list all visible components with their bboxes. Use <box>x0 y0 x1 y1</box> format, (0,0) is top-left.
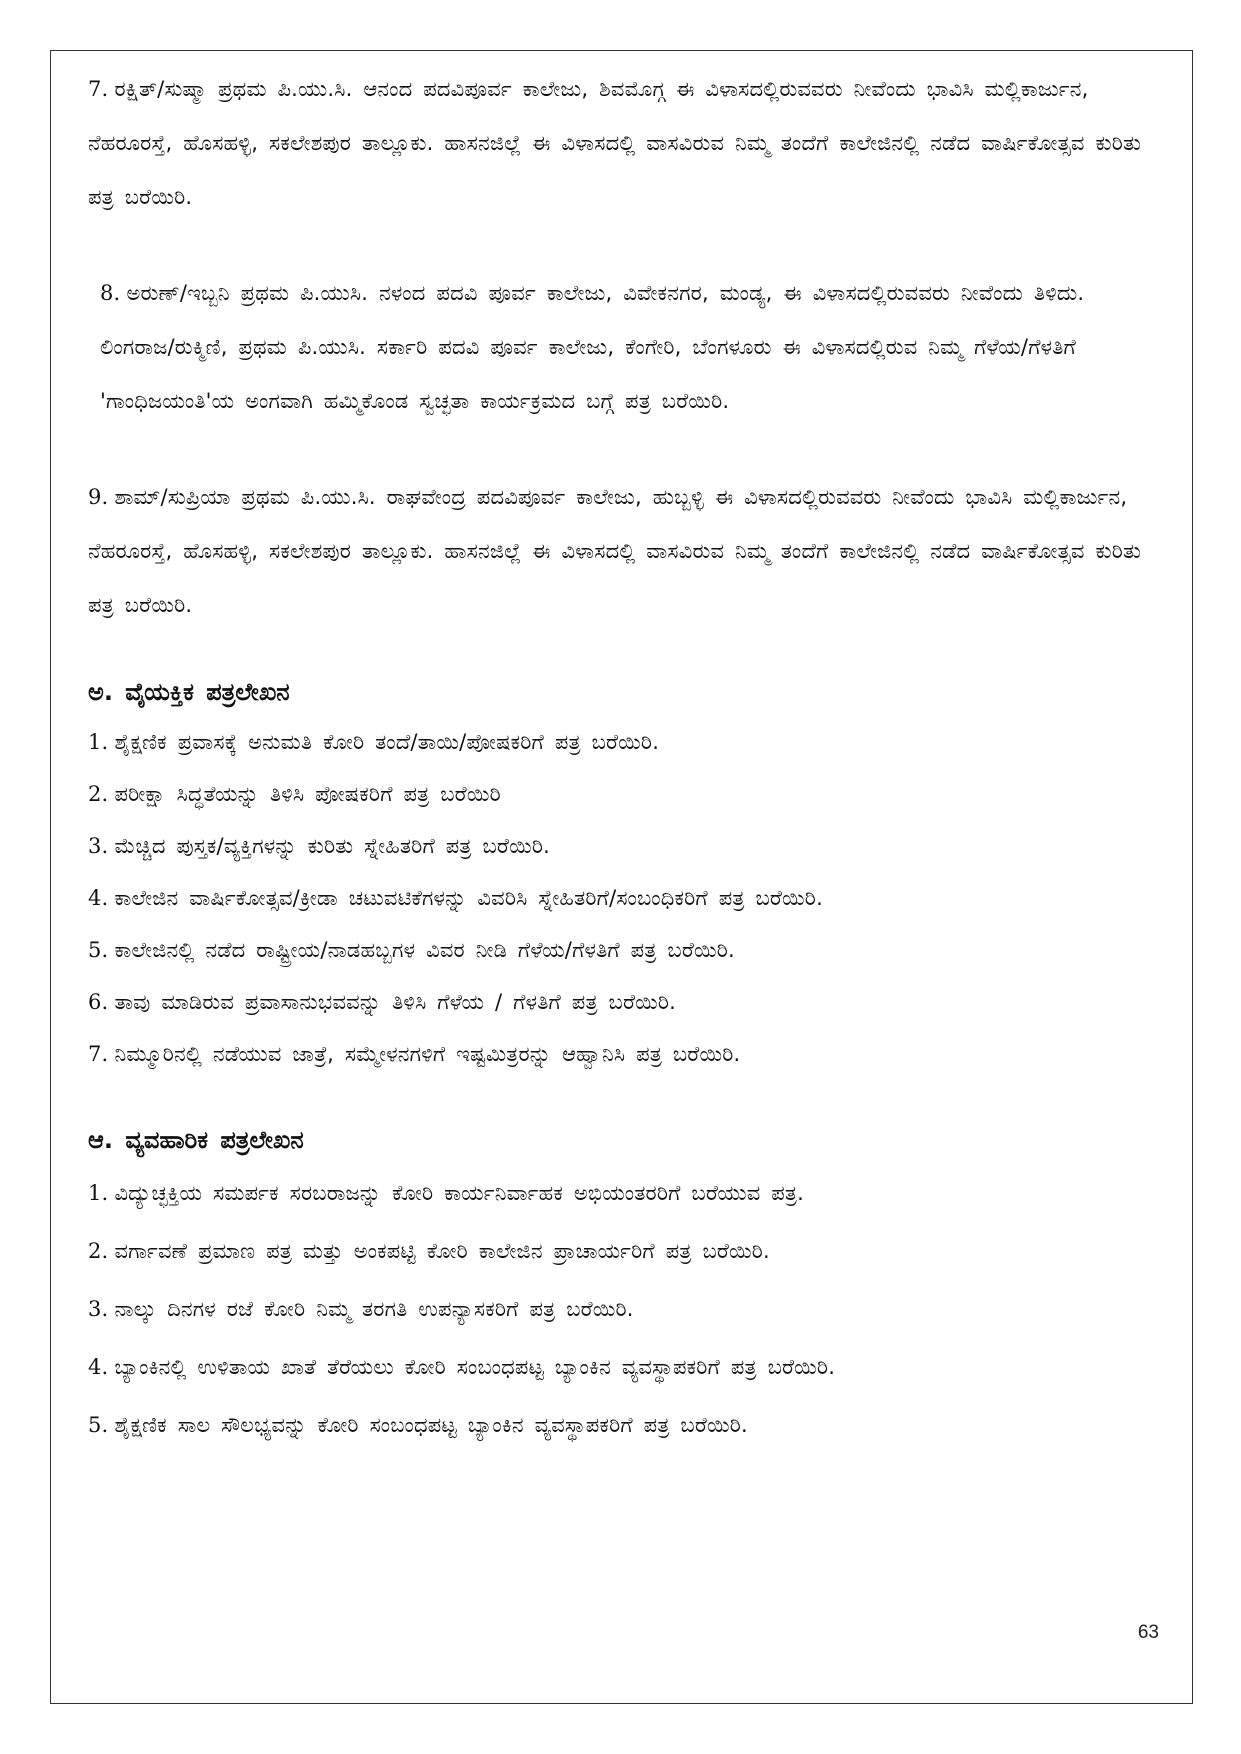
section-b-list <box>88 1164 1158 1454</box>
item-text: ವರ್ಗಾವಣೆ ಪ್ರಮಾಣ ಪತ್ರ ಮತ್ತು ಅಂಕಪಟ್ಟಿ ಕೋರಿ ಕಾಲೇಜಿನ ಪ್ರಾಚಾರ್ಯರಿಗೆ ಪತ್ರ ಬರೆಯಿರಿ. <box>114 1239 770 1263</box>
item-number: 4. <box>88 886 109 910</box>
question-text: ರಕ್ಷಿತ್/ಸುಷ್ಮಾ ಪ್ರಥಮ ಪಿ.ಯು.ಸಿ. ಆನಂದ ಪದವಿಪೂರ್ವ ಕಾಲೇಜು, ಶಿವಮೊಗ್ಗ ಈ ವಿಳಾಸದಲ್ಲಿರುವವರು ನೀವೆಂದು ಭಾವಿಸಿ ಮಲ್ಲಿಕಾರ್ಜುನ, ನೆಹರೂರಸ್ತೆ, ಹೊಸಹಳ್ಳಿ, ಸಕಲೇಶಪುರ ತಾಲ್ಲೂಕು. ಹಾಸನಜಿಲ್ಲೆ ಈ ವಿಳಾಸದಲ್ಲಿ ವಾಸವಿರುವ ನಿಮ್ಮ ತಂದೆಗೆ ಕಾಲೇಜಿನಲ್ಲಿ ನಡೆದ ವಾರ್ಷಿಕೋತ್ಸವ ಕುರಿತು ಪತ್ರ ಬರೆಯಿರಿ. <box>88 77 1142 209</box>
list-item <box>88 716 1158 768</box>
list-item <box>88 1280 1158 1338</box>
item-number: 5. <box>88 938 109 962</box>
question-number: 8. <box>100 281 121 305</box>
list-item <box>88 872 1158 924</box>
item-text: ಪರೀಕ್ಷಾ ಸಿದ್ಧತೆಯನ್ನು ತಿಳಿಸಿ ಪೋಷಕರಿಗೆ ಪತ್ರ ಬರೆಯಿರಿ <box>114 782 501 806</box>
question-text: ಅರುಣ್/ಇಬ್ಬನಿ ಪ್ರಥಮ ಪಿ.ಯುಸಿ. ನಳಂದ ಪದವಿ ಪೂರ್ವ ಕಾಲೇಜು, ವಿವೇಕನಗರ, ಮಂಡ್ಯ, ಈ ವಿಳಾಸದಲ್ಲಿರುವವರು ನೀವೆಂದು ತಿಳಿದು. ಲಿಂಗರಾಜ/ರುಕ್ಮಿಣಿ, ಪ್ರಥಮ ಪಿ.ಯುಸಿ. ಸರ್ಕಾರಿ ಪದವಿ ಪೂರ್ವ ಕಾಲೇಜು, ಕೆಂಗೇರಿ, ಬೆಂಗಳೂರು ಈ ವಿಳಾಸದಲ್ಲಿರುವ ನಿಮ್ಮ ಗೆಳೆಯ/ಗೆಳತಿಗೆ 'ಗಾಂಧಿಜಯಂತಿ'ಯ ಅಂಗವಾಗಿ ಹಮ್ಮಿಕೊಂಡ ಸ್ವಚ್ಛತಾ ಕಾರ್ಯಕ್ರಮದ ಬಗ್ಗೆ ಪತ್ರ ಬರೆಯಿರಿ. <box>100 281 1085 413</box>
list-item <box>88 768 1158 820</box>
question-number: 9. <box>88 485 109 509</box>
section-a-list <box>88 716 1158 1080</box>
item-number: 3. <box>88 834 109 858</box>
page-content <box>88 62 1158 1454</box>
item-number: 1. <box>88 730 109 754</box>
item-text: ತಾವು ಮಾಡಿರುವ ಪ್ರವಾಸಾನುಭವವನ್ನು ತಿಳಿಸಿ ಗೆಳೆಯ / ಗೆಳತಿಗೆ ಪತ್ರ ಬರೆಯಿರಿ. <box>114 990 677 1014</box>
list-item <box>88 976 1158 1028</box>
item-number: 5. <box>88 1413 109 1437</box>
item-text: ಶೈಕ್ಷಣಿಕ ಸಾಲ ಸೌಲಭ್ಯವನ್ನು ಕೋರಿ ಸಂಬಂಧಪಟ್ಟ ಬ್ಯಾಂಕಿನ ವ್ಯವಸ್ಥಾಪಕರಿಗೆ ಪತ್ರ ಬರೆಯಿರಿ. <box>114 1413 748 1437</box>
question-text: ಶಾಮ್/ಸುಪ್ರಿಯಾ ಪ್ರಥಮ ಪಿ.ಯು.ಸಿ. ರಾಘವೇಂದ್ರ ಪದವಿಪೂರ್ವ ಕಾಲೇಜು, ಹುಬ್ಬಳ್ಳಿ ಈ ವಿಳಾಸದಲ್ಲಿರುವವರು ನೀವೆಂದು ಭಾವಿಸಿ ಮಲ್ಲಿಕಾರ್ಜುನ, ನೆಹರೂರಸ್ತೆ, ಹೊಸಹಳ್ಳಿ, ಸಕಲೇಶಪುರ ತಾಲ್ಲೂಕು. ಹಾಸನಜಿಲ್ಲೆ ಈ ವಿಳಾಸದಲ್ಲಿ ವಾಸವಿರುವ ನಿಮ್ಮ ತಂದೆಗೆ ಕಾಲೇಜಿನಲ್ಲಿ ನಡೆದ ವಾರ್ಷಿಕೋತ್ಸವ ಕುರಿತು ಪತ್ರ ಬರೆಯಿರಿ. <box>88 485 1142 617</box>
item-number: 7. <box>88 1042 109 1066</box>
list-item <box>88 1338 1158 1396</box>
item-number: 1. <box>88 1181 109 1205</box>
item-number: 6. <box>88 990 109 1014</box>
item-number: 2. <box>88 782 109 806</box>
question-number: 7. <box>88 77 109 101</box>
section-a-heading: ಅ. ವೈಯಕ್ತಿಕ ಪತ್ರಲೇಖನ <box>88 678 290 706</box>
item-number: 4. <box>88 1355 109 1379</box>
list-item <box>88 1028 1158 1080</box>
item-number: 2. <box>88 1239 109 1263</box>
item-text: ಬ್ಯಾಂಕಿನಲ್ಲಿ ಉಳಿತಾಯ ಖಾತೆ ತೆರೆಯಲು ಕೋರಿ ಸಂಬಂಧಪಟ್ಟ ಬ್ಯಾಂಕಿನ ವ್ಯವಸ್ಥಾಪಕರಿಗೆ ಪತ್ರ ಬರೆಯಿರಿ. <box>114 1355 836 1379</box>
list-item <box>88 1222 1158 1280</box>
list-item <box>88 1396 1158 1454</box>
item-text: ಕಾಲೇಜಿನಲ್ಲಿ ನಡೆದ ರಾಷ್ಟ್ರೀಯ/ನಾಡಹಬ್ಬಗಳ ವಿವರ ನೀಡಿ ಗೆಳೆಯ/ಗೆಳತಿಗೆ ಪತ್ರ ಬರೆಯಿರಿ. <box>114 938 735 962</box>
item-text: ಕಾಲೇಜಿನ ವಾರ್ಷಿಕೋತ್ಸವ/ಕ್ರೀಡಾ ಚಟುವಟಿಕೆಗಳನ್ನು ವಿವರಿಸಿ ಸ್ನೇಹಿತರಿಗೆ/ಸಂಬಂಧಿಕರಿಗೆ ಪತ್ರ ಬರೆಯಿರಿ. <box>114 886 823 910</box>
question-7 <box>88 62 1158 224</box>
item-text: ವಿದ್ಯುಚ್ಛಕ್ತಿಯ ಸಮರ್ಪಕ ಸರಬರಾಜನ್ನು ಕೋರಿ ಕಾರ್ಯನಿರ್ವಾಹಕ ಅಭಿಯಂತರರಿಗೆ ಬರೆಯುವ ಪತ್ರ. <box>114 1181 804 1205</box>
item-text: ನಾಲ್ಕು ದಿನಗಳ ರಜೆ ಕೋರಿ ನಿಮ್ಮ ತರಗತಿ ಉಪನ್ಯಾಸಕರಿಗೆ ಪತ್ರ ಬರೆಯಿರಿ. <box>114 1297 634 1321</box>
list-item <box>88 1164 1158 1222</box>
item-text: ಶೈಕ್ಷಣಿಕ ಪ್ರವಾಸಕ್ಕೆ ಅನುಮತಿ ಕೋರಿ ತಂದೆ/ತಾಯಿ/ಪೋಷಕರಿಗೆ ಪತ್ರ ಬರೆಯಿರಿ. <box>114 730 660 754</box>
question-8 <box>88 266 1158 428</box>
list-item <box>88 820 1158 872</box>
page-number: 63 <box>1137 1622 1159 1643</box>
list-item <box>88 924 1158 976</box>
item-text: ನಿಮ್ಮೂರಿನಲ್ಲಿ ನಡೆಯುವ ಜಾತ್ರೆ, ಸಮ್ಮೇಳನಗಳಿಗೆ ಇಷ್ಟಮಿತ್ರರನ್ನು ಆಹ್ವಾನಿಸಿ ಪತ್ರ ಬರೆಯಿರಿ. <box>114 1042 741 1066</box>
item-number: 3. <box>88 1297 109 1321</box>
item-text: ಮೆಚ್ಚಿದ ಪುಸ್ತಕ/ವ್ಯಕ್ತಿಗಳನ್ನು ಕುರಿತು ಸ್ನೇಹಿತರಿಗೆ ಪತ್ರ ಬರೆಯಿರಿ. <box>114 834 550 858</box>
question-9 <box>88 470 1158 632</box>
section-b-heading: ಆ. ವ್ಯವಹಾರಿಕ ಪತ್ರಲೇಖನ <box>88 1126 304 1154</box>
